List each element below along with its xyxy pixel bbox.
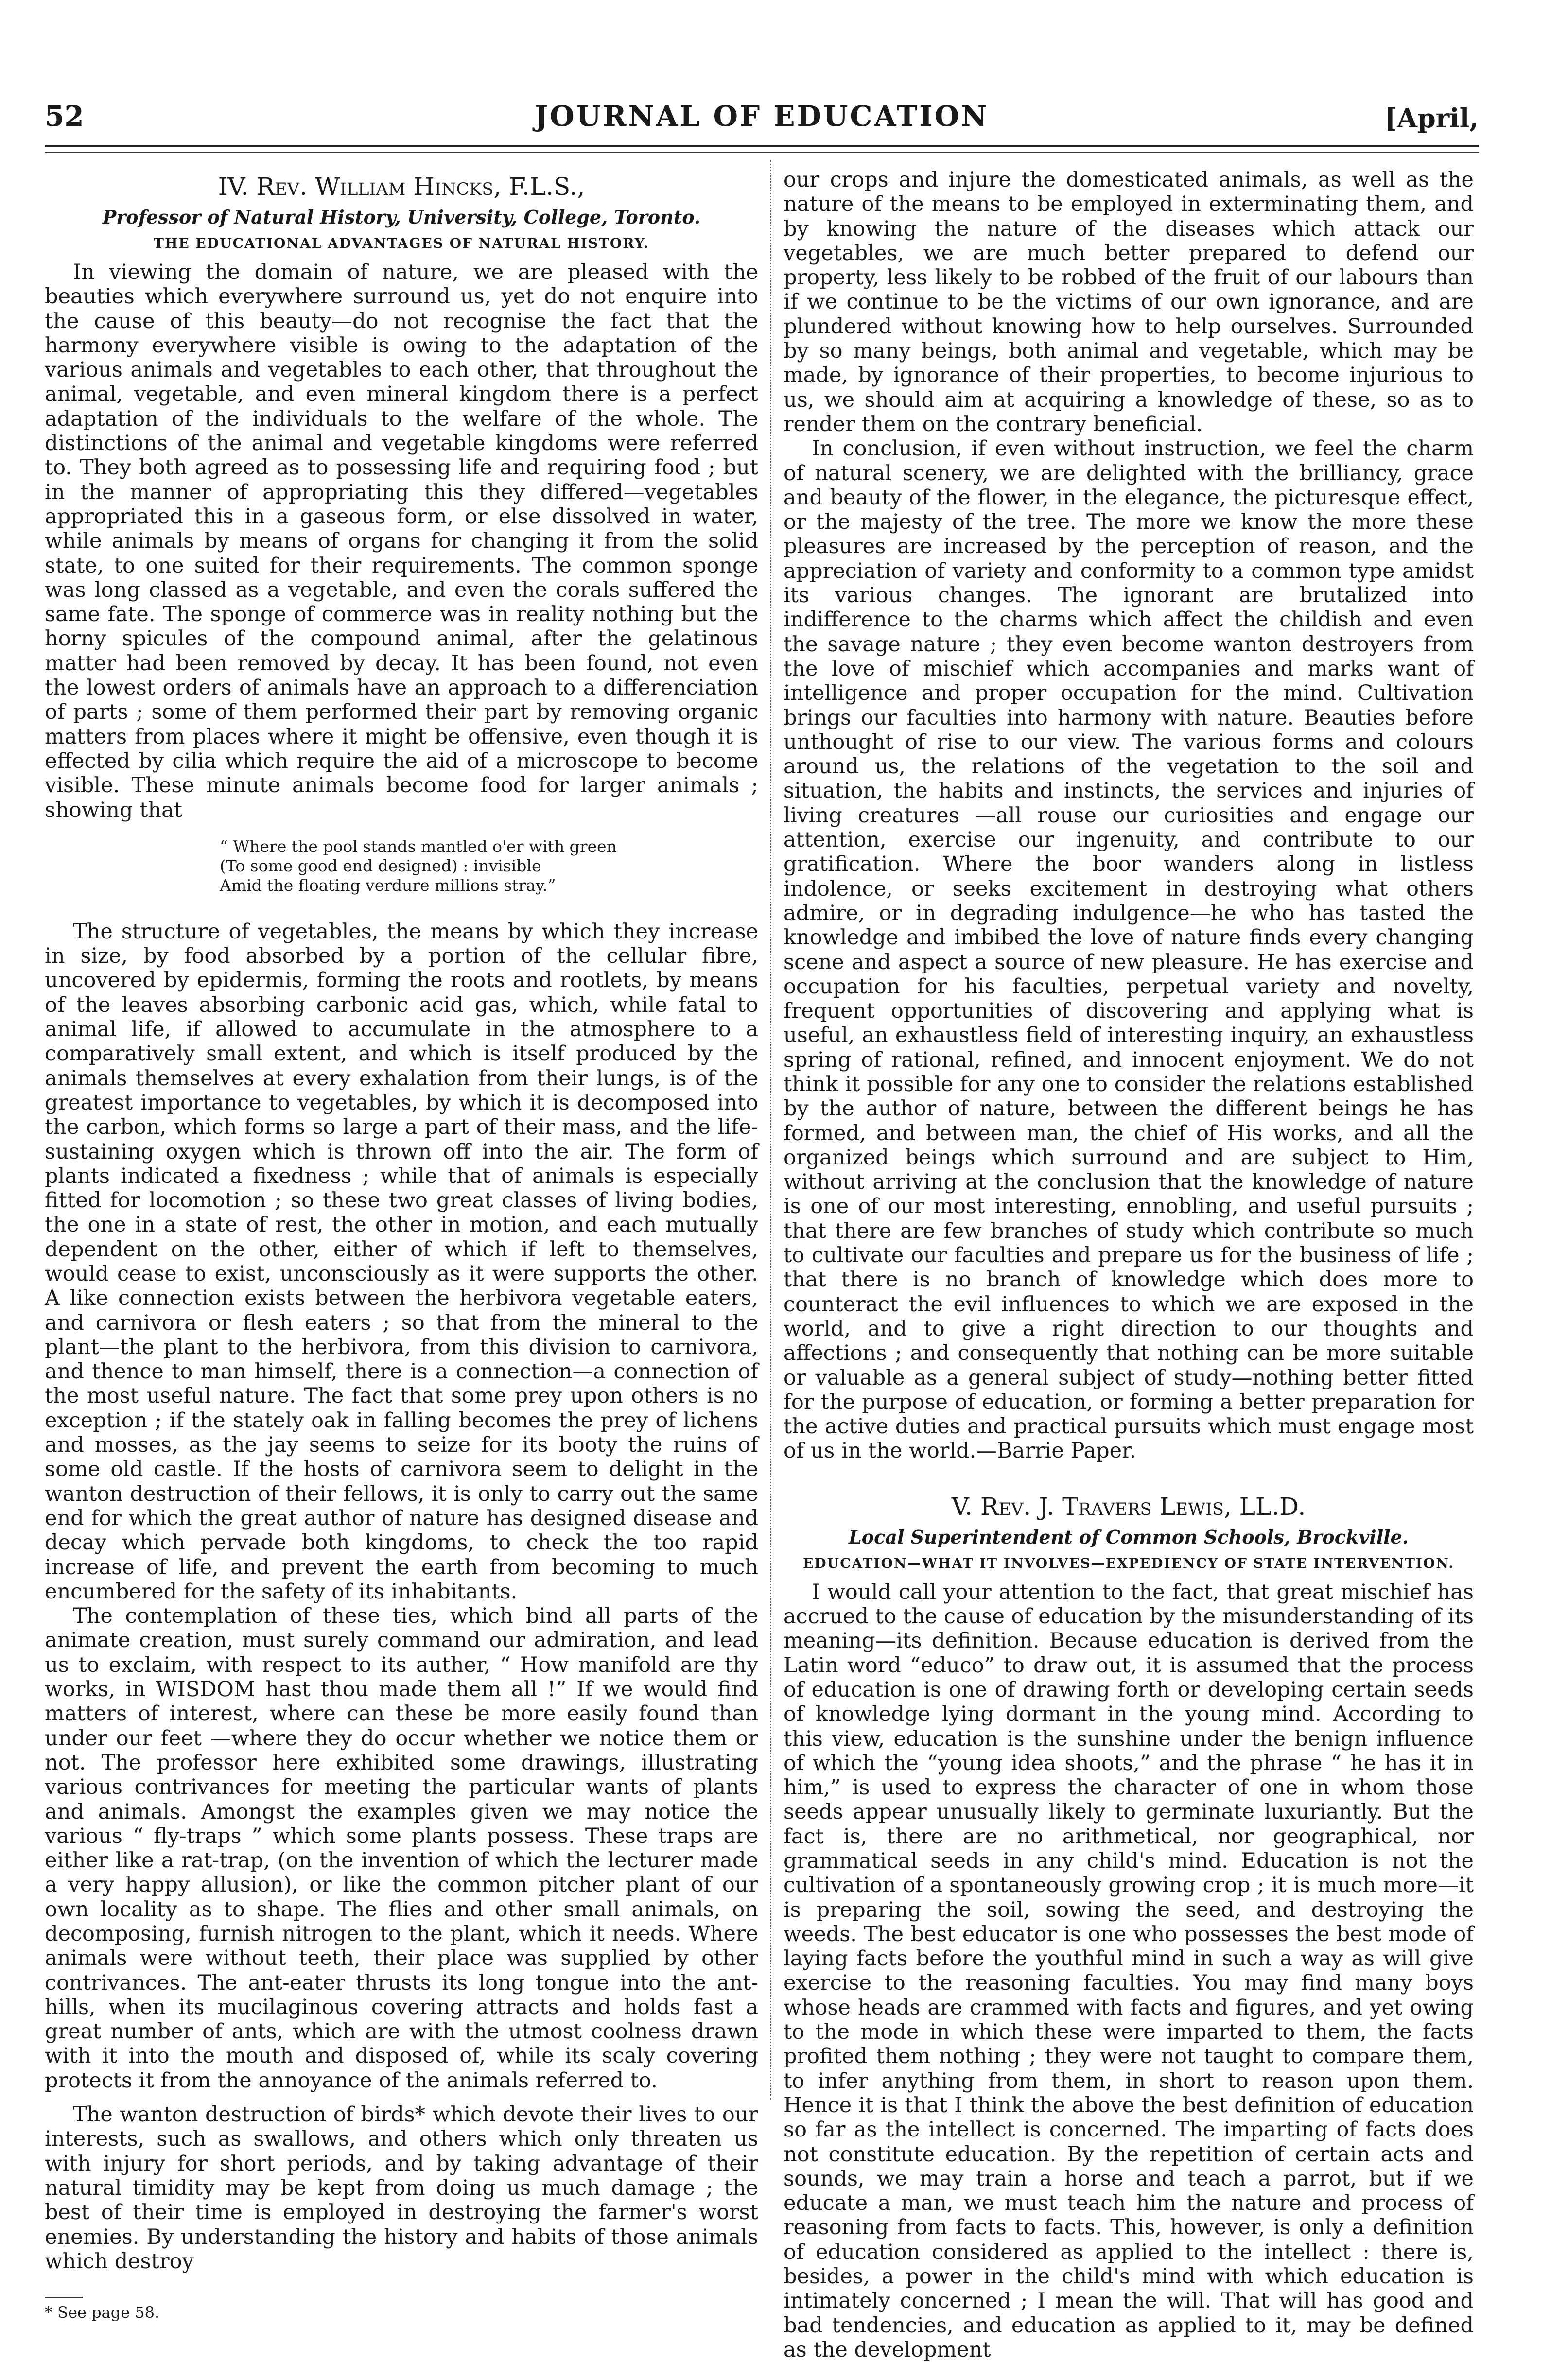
article-iv-paragraph-4: The wanton destruction of birds* which devote their lives to our interests, such as swallows, and others which only threaten us with injury for short periods, and by taking advantage of their natural timidity may be kept from doing us much damage ; the best of their time is employed in destroying the farmer's worst enemies. By understanding the history and habits of those animals which destroy bbox=[45, 2102, 758, 2274]
running-head bbox=[45, 100, 1479, 143]
article-iv-paragraph-6: In conclusion, if even without instruction, we feel the charm of natural scenery, we are delighted with the brilliancy, grace and beauty of the flower, in the elegance, the picturesque effect, or the majesty of the tree. The more we know the more these pleasures are increased by the perception of reason, and the appreciation of variety and conformity to a common type amidst its various changes. The ignorant are brutalized into indifference to the charms which affect the childish and even the savage nature ; they even become wanton destroyers from the love of mischief which accompanies and marks want of intelligence and proper occupation for the mind. Cultivation brings our faculties into harmony with nature. Beauties before unthought of rise to our view. The various forms and colours around us, the relations of the vegetation to the soil and situation, the habits and instincts, the services and injuries of living creatures —all rouse our curiosities and engage our attention, exercise our ingenuity, and contribute to our gratification. Where the boor wanders along in listless indolence, or seeks excitement in destroying what others admire, or in degrading indulgence—he who has tasted the knowledge and imbibed the love of nature finds every changing scene and aspect a source of new pleasure. He has exercise and occupation for his faculties, perpetual variety and novelty, frequent opportunities of discovering and applying what is useful, an exhaustless field of interesting inquiry, an exhaustless spring of rational, refined, and innocent enjoyment. We do not think it possible for any one to consider the relations established by the author of nature, between the different beings he has formed, and between man, the chief of His works, and all the organized beings which surround and are subject to Him, without arriving at the conclusion that the knowledge of nature is one of our most interesting, ennobling, and useful pursuits ; that there are few branches of study which contribute so much to cultivate our faculties and prepare us for the business of life ; that there is no branch of knowledge which does more to counteract the evil influences to which we are exposed in the world, and to give a right direction to our thoughts and affections ; and consequently that nothing can be more suitable or valuable as a general subject of study—nothing better fitted for the purpose of education, or forming a better preparation for the active duties and practical pursuits which must engage most of us in the world.—Barrie Paper. bbox=[784, 436, 1474, 1463]
footnote-rule bbox=[45, 2297, 83, 2298]
article-iv-affiliation: Professor of Natural History, University, College, Toronto. bbox=[102, 206, 701, 228]
article-iv-subject: THE EDUCATIONAL ADVANTAGES OF NATURAL HISTORY. bbox=[154, 235, 649, 251]
article-iv-heading: IV. Rev. William Hincks, F.L.S., bbox=[218, 173, 585, 201]
header-rule-thin bbox=[45, 152, 1479, 153]
page-number: 52 bbox=[45, 100, 84, 133]
column-divider bbox=[770, 160, 771, 2100]
article-v-affiliation: Local Superintendent of Common Schools, Brockville. bbox=[849, 1526, 1409, 1548]
poem-line-3: Amid the floating verdure millions stray.” bbox=[220, 875, 556, 895]
right-column bbox=[784, 168, 1474, 2362]
footnote: * See page 58. bbox=[45, 2303, 160, 2322]
article-iv-paragraph-5: our crops and injure the domesticated animals, as well as the nature of the means to be employed in exterminating them, and by knowing the nature of the diseases which attack our vegetables, we are much better prepared to defend our property, less likely to be robbed of the fruit of our labours than if we continue to be the victims of our own ignorance, and are plundered without knowing how to help ourselves. Surrounded by so many beings, both animal and vegetable, which may be made, by ignorance of their properties, to become injurious to us, we should aim at acquiring a knowledge of these, so as to render them on the contrary beneficial. bbox=[784, 168, 1474, 436]
article-v-subject: EDUCATION—WHAT IT INVOLVES—EXPEDIENCY OF STATE INTERVENTION. bbox=[803, 1555, 1454, 1571]
issue-month: [April, bbox=[1384, 103, 1479, 134]
header-rule bbox=[45, 145, 1479, 147]
article-v-heading: V. Rev. J. Travers Lewis, LL.D. bbox=[951, 1492, 1306, 1521]
poem-line-2: (To some good end designed) : invisible bbox=[220, 856, 541, 875]
poem-quote bbox=[220, 837, 758, 895]
article-v-paragraph-1: I would call your attention to the fact, that great mischief has accrued to the cause of education by the misunderstanding of its meaning—its definition. Because education is derived from the Latin word “educo” to draw out, it is assumed that the process of education is one of drawing forth or developing certain seeds of knowledge lying dormant in the young mind. According to this view, education is the sunshine under the benign influence of which the “young idea shoots,” and the phrase “ he has it in him,” is used to express the character of one in whom those seeds appear unusually likely to germinate luxuriantly. But the fact is, there are no arithmetical, nor geographical, nor grammatical seeds in any child's mind. Education is not the cultivation of a spontaneously growing crop ; it is much more—it is preparing the soil, sowing the seed, and destroying the weeds. The best educator is one who possesses the best mode of laying facts before the youthful mind in such a way as will give exercise to the reasoning faculties. You may find many boys whose heads are crammed with facts and figures, and yet owing to the mode in which these were imparted to them, the facts profited them nothing ; they were not taught to compare them, to infer anything from them, in short to reason upon them. Hence it is that I think the above the best definition of education so far as the intellect is concerned. The imparting of facts does not constitute education. By the repetition of certain acts and sounds, we may train a horse and teach a parrot, but if we educate a man, we must teach him the nature and process of reasoning from facts to facts. This, however, is only a definition of education considered as applied to the intellect : there is, besides, a power in the child's mind with which education is intimately concerned ; I mean the will. That will has good and bad tendencies, and education as applied to it, may be defined as the development bbox=[784, 1580, 1474, 2362]
article-iv-paragraph-2: The structure of vegetables, the means by which they increase in size, by food absorbed by a portion of the cellular fibre, uncovered by epidermis, forming the roots and rootlets, by means of the leaves absorbing carbonic acid gas, which, while fatal to animal life, if allowed to accumulate in the atmosphere to a comparatively small extent, and which is itself produced by the animals themselves at every exhalation from their lungs, is of the greatest importance to vegetables, by which it is decomposed into the carbon, which forms so large a part of their mass, and the life-sustaining oxygen which is thrown off into the air. The form of plants indicated a fixedness ; while that of animals is especially fitted for locomotion ; so these two great classes of living bodies, the one in a state of rest, the other in motion, and each mutually dependent on the other, either of which if left to themselves, would cease to exist, unconsciously as it were supports the other. A like connection exists between the herbivora vegetable eaters, and carnivora or flesh eaters ; so that from the mineral to the plant—the plant to the herbivora, from this division to carnivora, and thence to man himself, there is a connection—a connection of the most useful nature. The fact that some prey upon others is no exception ; if the stately oak in falling becomes the prey of lichens and mosses, as the jay seems to seize for its booty the ruins of some old castle. If the hosts of carnivora seem to delight in the wanton destruction of their fellows, it is only to carry out the same end for which the great author of nature has designed disease and decay which pervade both kingdoms, to check the too rapid increase of life, and prevent the earth from becoming to much encumbered for the safety of its inhabitants. bbox=[45, 919, 758, 1604]
article-iv-paragraph-3: The contemplation of these ties, which bind all parts of the animate creation, must surely command our admiration, and lead us to exclaim, with respect to its auther, “ How manifold are thy works, in WISDOM hast thou made them all !” If we would find matters of interest, where can these be more easily found than under our feet —where they do occur whether we notice them or not. The professor here exhibited some drawings, illustrating various contrivances for meeting the particular wants of plants and animals. Amongst the examples given we may notice the various “ fly-traps ” which some plants possess. These traps are either like a rat-trap, (on the invention of which the lecturer made a very happy allusion), or like the common pitcher plant of our own locality as to shape. The flies and other small animals, on decomposing, furnish nitrogen to the plant, which it needs. Where animals were without teeth, their place was supplied by other contrivances. The ant-eater thrusts its long tongue into the ant-hills, when its mucilaginous covering attracts and holds fast a great number of ants, which are with the utmost coolness drawn with it into the mouth and disposed of, while its scaly covering protects it from the annoyance of the animals referred to. bbox=[45, 1604, 758, 2093]
left-column bbox=[45, 168, 758, 2322]
poem-line-1: “ Where the pool stands mantled o'er with green bbox=[220, 836, 617, 856]
article-iv-paragraph-1: In viewing the domain of nature, we are pleased with the beauties which everywhere surround us, yet do not enquire into the cause of this beauty—do not recognise the fact that the harmony everywhere visible is owing to the adaptation of the various animals and vegetables to each other, that throughout the animal, vegetable, and even mineral kingdom there is a perfect adaptation of the individuals to the welfare of the whole. The distinctions of the animal and vegetable kingdoms were referred to. They both agreed as to possessing life and requiring food ; but in the manner of appropriating this they differed—vegetables appropriated this in a gaseous form, or else dissolved in water, while animals by means of organs for changing it from the solid state, to one suited for their requirements. The common sponge was long classed as a vegetable, and even the corals suffered the same fate. The sponge of commerce was in reality nothing but the horny spicules of the compound animal, after the gelatinous matter had been removed by decay. It has been found, not even the lowest orders of animals have an approach to a differenciation of parts ; some of them performed their part by removing organic matters from places where it might be offensive, even though it is effected by cilia which require the aid of a microscope to become visible. These minute animals become food for larger animals ; showing that bbox=[45, 260, 758, 822]
journal-title: JOURNAL OF EDUCATION bbox=[534, 100, 989, 133]
